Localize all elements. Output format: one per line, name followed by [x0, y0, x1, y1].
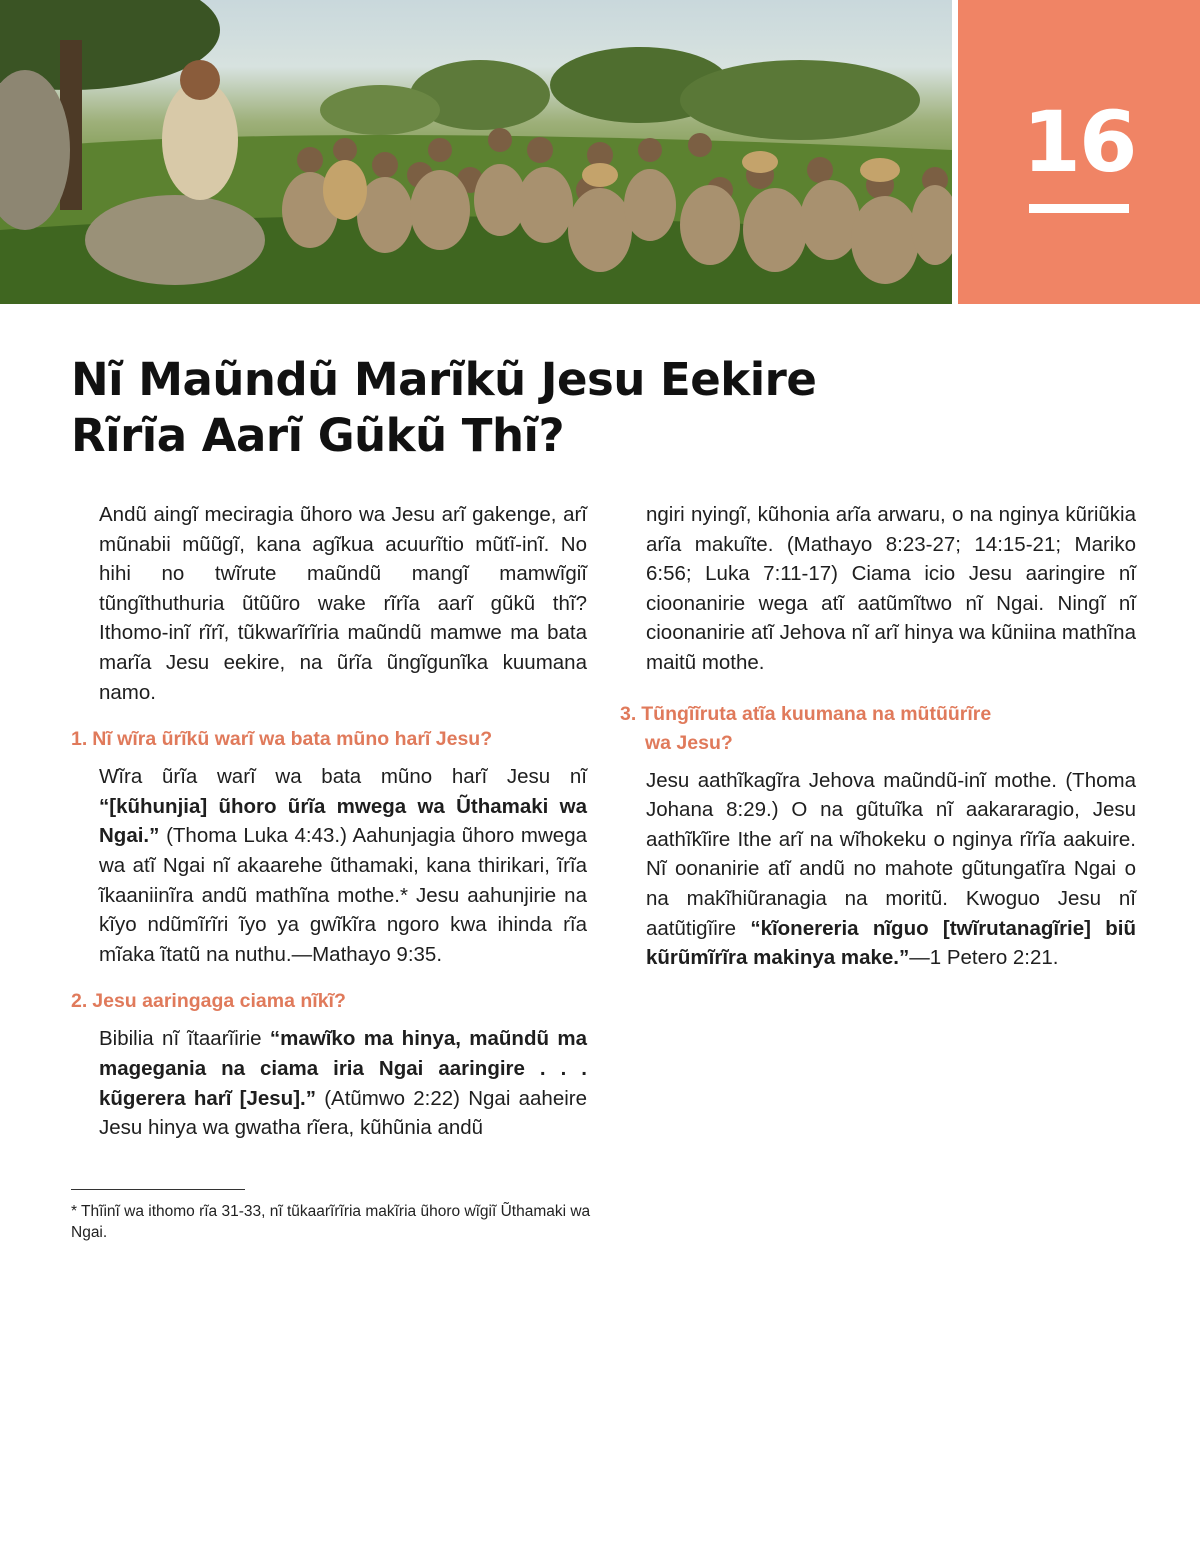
answer-2-paragraph — [99, 1024, 587, 1142]
left-column — [71, 500, 587, 1143]
answer-3-text-b: —1 Petero 2:21. — [909, 946, 1059, 970]
jesus-teaching-crowd-illustration — [0, 0, 952, 304]
answer-3-paragraph — [646, 766, 1136, 973]
question-3-text-line-2: wa Jesu? — [645, 731, 733, 754]
lesson-number-underline — [1029, 204, 1129, 213]
answer-1-quote: “[kũhunjia] ũhoro ũrĩa mwega wa Ũthamaki wa Ngai.” — [99, 794, 587, 848]
question-2-text: Jesu aaringaga ciama nĩkĩ? — [92, 990, 346, 1013]
answer-2-text-a: Bibilia nĩ ĩtaarĩirie — [99, 1027, 270, 1051]
answer-2-text-b: (Atũmwo 2:22) Ngai aaheire Jesu hinya wa gwatha rĩera, kũhũnia andũ — [99, 1086, 587, 1140]
header-illustration — [0, 0, 952, 304]
question-3 — [620, 700, 1136, 758]
answer-3-quote: “kĩonereria nĩguo [twĩrutanagĩrie] biũ kũrũmĩrĩra makinya make.” — [646, 916, 1136, 970]
footnote-divider — [71, 1189, 245, 1190]
question-3-number: 3. — [620, 702, 637, 725]
question-2-number: 2. — [71, 990, 88, 1013]
lesson-number-box — [958, 0, 1200, 304]
answer-1-text-b: (Thoma Luka 4:43.) Aahunjagia ũhoro mwega wa atĩ Ngai nĩ akaarehe ũthamaki, kana thirikari, ĩrĩa ĩkaaniinĩra andũ mathĩna mothe.* Jesu aahunjirie na kĩyo ndũmĩrĩri ĩyo ya gwĩkĩra ngoro kwa ihinda rĩa mĩaka ĩtatũ na nuthu.—Mathayo 9:35. — [99, 824, 587, 966]
footnote: * Thĩinĩ wa ithomo rĩa 31-33, nĩ tũkaarĩrĩria makĩria ũhoro wĩgiĩ Ũthamaki wa Ngai. — [71, 1203, 591, 1241]
question-1-text: Nĩ wĩra ũrĩkũ warĩ wa bata mũno harĩ Jesu? — [92, 728, 493, 751]
page-title-line-1: Nĩ Maũndũ Marĩkũ Jesu Eekire — [71, 353, 817, 406]
answer-3-text-a: Jesu aathĩkagĩra Jehova maũndũ-inĩ mothe. (Thoma Johana 8:29.) O na gũtuĩka nĩ aakararagio, Jesu aathĩkĩire Ithe arĩ na wĩhokeku o nginya rĩrĩa aakuire. Nĩ oonanirie atĩ andũ no mahote gũtungatĩra Ngai o na makĩhiũranagia na moritũ. Kwoguo Jesu nĩ aatũtigĩire — [646, 768, 1136, 940]
question-1-number: 1. — [71, 728, 88, 751]
question-1 — [71, 725, 587, 754]
question-2 — [71, 987, 587, 1016]
page-title-line-2: Rĩrĩa Aarĩ Gũkũ Thĩ? — [71, 409, 565, 462]
page-title — [71, 352, 971, 464]
answer-2-continuation: ngiri nyingĩ, kũhonia arĩa arwaru, o na nginya kũriũkia arĩa makuĩte. (Mathayo 8:23-27; 14:15-21; Mariko 6:56; Luka 7:11-17) Ciama icio Jesu aaringire nĩ cioonanirie wega atĩ aatũmĩtwo nĩ Ngai. Ningĩ nĩ cioonanirie atĩ Jehova nĩ arĩ hinya wa kũniina mathĩna maitũ mothe. — [646, 503, 1136, 674]
lesson-number: 16 — [1022, 93, 1136, 191]
answer-1-text-a: Wĩra ũrĩa warĩ wa bata mũno harĩ Jesu nĩ — [99, 765, 587, 789]
answer-1-paragraph — [99, 762, 587, 969]
intro-paragraph: Andũ aingĩ meciragia ũhoro wa Jesu arĩ gakenge, arĩ mũnabii mũũgĩ, kana agĩkua acuurĩtio mũtĩ-inĩ. No hihi no twĩrute maũndũ mangĩ mamwĩgiĩ tũngĩthuthuria ũtũũro wake rĩrĩa aarĩ gũkũ thĩ? Ithomo-inĩ rĩrĩ, tũkwarĩrĩria maũndũ mamwe ma bata marĩa Jesu eekire, na ũrĩa ũngĩgunĩka kuumana namo. — [99, 503, 587, 704]
right-column — [620, 500, 1136, 973]
answer-2-quote: “mawĩko ma hinya, maũndũ ma magegania na ciama iria Ngai aaringire . . . kũgerera harĩ [Jesu].” — [99, 1027, 587, 1110]
question-3-text-line-1: Tũngĩĩruta atĩa kuumana na mũtũũrĩre — [641, 702, 992, 725]
